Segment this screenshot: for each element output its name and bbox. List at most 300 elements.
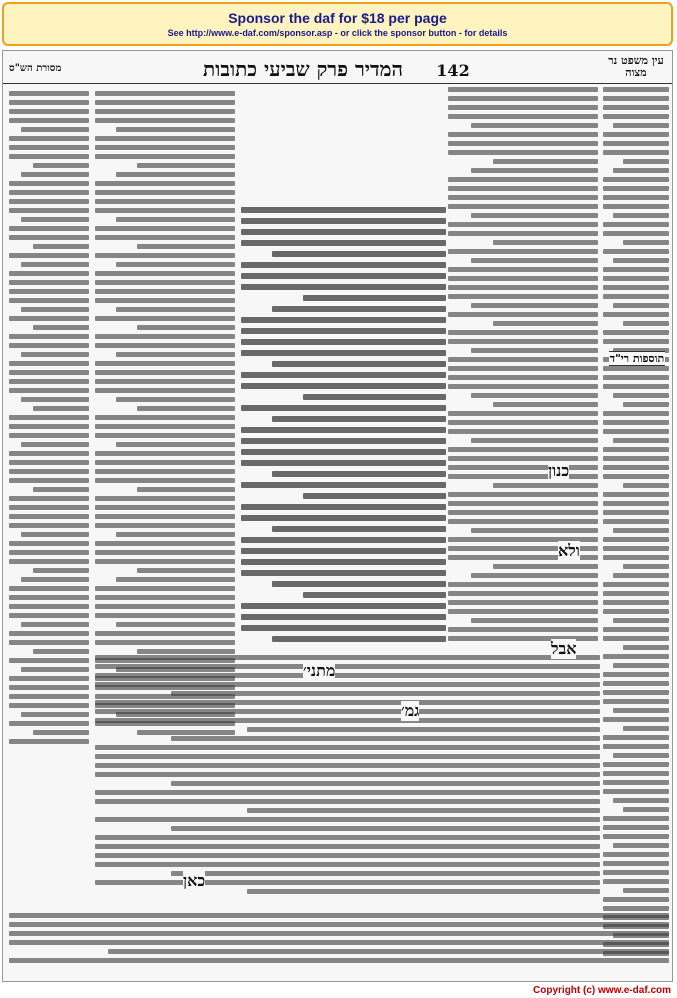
text-line (241, 559, 446, 565)
text-line (21, 577, 89, 582)
text-line (241, 218, 446, 224)
text-line (603, 492, 669, 497)
text-line (623, 564, 669, 569)
text-line (9, 370, 89, 375)
text-line (603, 780, 669, 785)
text-line (603, 294, 669, 299)
text-line (448, 96, 598, 101)
text-line (95, 655, 600, 660)
ein-mishpat-column (603, 87, 669, 967)
text-line (603, 870, 669, 875)
text-line (247, 808, 601, 813)
text-line (303, 493, 447, 499)
text-line (33, 163, 89, 168)
text-line (137, 325, 235, 330)
text-line (471, 393, 599, 398)
text-line (9, 913, 669, 918)
text-line (95, 334, 235, 339)
text-line (9, 433, 89, 438)
text-line (95, 433, 235, 438)
text-line (603, 789, 669, 794)
text-line (613, 663, 669, 668)
text-line (623, 726, 669, 731)
text-line (241, 482, 446, 488)
text-line (9, 100, 89, 105)
text-line (241, 548, 446, 554)
text-line (95, 844, 600, 849)
text-line (448, 357, 598, 362)
text-line (603, 447, 669, 452)
text-line (171, 781, 600, 786)
gemara-column (241, 207, 446, 651)
text-line (9, 694, 89, 699)
sponsor-banner[interactable] (2, 2, 673, 46)
text-line (21, 712, 89, 717)
text-line (603, 87, 669, 92)
text-line (603, 546, 669, 551)
text-line (603, 411, 669, 416)
tosafot-column (95, 91, 235, 747)
text-line (95, 631, 235, 636)
text-line (448, 249, 598, 254)
text-line (603, 897, 669, 902)
text-line (95, 199, 235, 204)
text-line (95, 541, 235, 546)
text-line (448, 420, 598, 425)
text-line (603, 825, 669, 830)
text-line (493, 564, 598, 569)
text-line (95, 700, 600, 705)
text-line (448, 411, 598, 416)
text-line (303, 295, 447, 301)
text-line (95, 586, 235, 591)
text-line (95, 91, 235, 96)
text-line (9, 91, 89, 96)
text-line (95, 271, 235, 276)
text-line (9, 559, 89, 564)
text-line (272, 581, 446, 587)
text-line (272, 416, 446, 422)
text-line (603, 204, 669, 209)
text-line (603, 339, 669, 344)
text-line (241, 603, 446, 609)
text-line (603, 114, 669, 119)
text-line (613, 843, 669, 848)
text-line (303, 592, 447, 598)
text-line (603, 681, 669, 686)
text-line (241, 229, 446, 235)
text-line (448, 267, 598, 272)
text-line (603, 384, 669, 389)
text-line (241, 207, 446, 213)
text-line (241, 504, 446, 510)
text-line (21, 352, 89, 357)
text-line (95, 709, 600, 714)
text-line (9, 460, 89, 465)
text-line (95, 604, 235, 609)
sponsor-subtitle[interactable]: See http://www.e-daf.com/sponsor.asp - or click the sponsor button - for details (167, 28, 508, 38)
text-line (603, 249, 669, 254)
text-line (33, 244, 89, 249)
text-line (448, 384, 598, 389)
text-line (95, 682, 600, 687)
text-line (95, 745, 600, 750)
text-line (21, 397, 89, 402)
heading-word-gemara: גמ׳ (401, 701, 420, 720)
text-line (613, 798, 669, 803)
text-line (603, 510, 669, 515)
text-line (603, 861, 669, 866)
text-line (448, 105, 598, 110)
text-line (116, 127, 235, 132)
text-line (603, 474, 669, 479)
text-line (613, 753, 669, 758)
text-line (603, 852, 669, 857)
text-line (9, 586, 89, 591)
text-line (471, 168, 599, 173)
text-line (448, 195, 598, 200)
text-line (272, 471, 446, 477)
header-rule (3, 83, 672, 84)
text-line (95, 343, 235, 348)
text-line (9, 199, 89, 204)
text-line (9, 316, 89, 321)
text-line (95, 253, 235, 258)
text-line (448, 141, 598, 146)
text-line (623, 888, 669, 893)
text-line (95, 289, 235, 294)
sponsor-title[interactable]: Sponsor the daf for $18 per page (228, 10, 447, 26)
text-line (95, 154, 235, 159)
text-line (95, 190, 235, 195)
text-line (21, 127, 89, 132)
text-line (603, 267, 669, 272)
text-line (116, 532, 235, 537)
header-masoret: מסורת הש"ס (9, 63, 62, 74)
text-line (471, 528, 599, 533)
text-line (9, 235, 89, 240)
tosfos-rid-label: תוספות רי"ד (609, 352, 665, 365)
text-line (241, 284, 446, 290)
text-line (603, 465, 669, 470)
text-line (9, 523, 89, 528)
text-line (95, 478, 235, 483)
text-line (471, 348, 599, 353)
text-line (603, 744, 669, 749)
text-line (116, 577, 235, 582)
text-line (603, 420, 669, 425)
text-line (9, 451, 89, 456)
text-line (603, 609, 669, 614)
text-line (603, 105, 669, 110)
text-line (21, 172, 89, 177)
text-line (603, 582, 669, 587)
text-line (241, 614, 446, 620)
text-line (448, 312, 598, 317)
text-line (9, 478, 89, 483)
text-line (95, 235, 235, 240)
text-line (9, 640, 89, 645)
text-line (448, 375, 598, 380)
text-line (623, 159, 669, 164)
text-line (623, 645, 669, 650)
text-line (272, 361, 446, 367)
text-line (448, 285, 598, 290)
text-line (241, 537, 446, 543)
text-line (448, 294, 598, 299)
text-line (603, 600, 669, 605)
text-line (95, 118, 235, 123)
text-line (95, 523, 235, 528)
text-line (603, 690, 669, 695)
text-line (241, 460, 446, 466)
text-line (471, 438, 599, 443)
text-line (9, 253, 89, 258)
text-line (95, 613, 235, 618)
text-line (603, 177, 669, 182)
text-line (241, 350, 446, 356)
text-line (603, 375, 669, 380)
text-line (95, 379, 235, 384)
text-line (95, 673, 600, 678)
text-line (95, 109, 235, 114)
text-line (448, 627, 598, 632)
text-line (241, 317, 446, 323)
text-line (9, 334, 89, 339)
text-line (448, 366, 598, 371)
text-line (448, 510, 598, 515)
text-line (137, 163, 235, 168)
text-line (493, 240, 598, 245)
text-line (9, 658, 89, 663)
text-line (33, 487, 89, 492)
text-line (603, 501, 669, 506)
text-line (241, 328, 446, 334)
text-line (603, 771, 669, 776)
text-line (95, 664, 600, 669)
text-line (9, 415, 89, 420)
text-line (95, 862, 600, 867)
text-line (448, 186, 598, 191)
text-line (9, 388, 89, 393)
text-line (9, 136, 89, 141)
text-line (241, 273, 446, 279)
text-line (623, 240, 669, 245)
text-line (603, 672, 669, 677)
text-line (471, 123, 599, 128)
text-line (95, 853, 600, 858)
text-line (448, 222, 598, 227)
text-line (9, 595, 89, 600)
text-line (613, 393, 669, 398)
heading-word-mishnah: מתני׳ (303, 661, 336, 680)
text-line (21, 307, 89, 312)
text-line (241, 262, 446, 268)
text-line (471, 618, 599, 623)
text-line (603, 654, 669, 659)
text-line (33, 568, 89, 573)
text-line (603, 231, 669, 236)
text-line (603, 834, 669, 839)
text-line (95, 361, 235, 366)
masoret-column (9, 91, 89, 751)
heading-word-velo: ולא (558, 541, 580, 560)
text-line (95, 754, 600, 759)
text-line (9, 703, 89, 708)
text-line (9, 541, 89, 546)
text-line (137, 487, 235, 492)
text-line (95, 496, 235, 501)
text-line (613, 213, 669, 218)
text-line (95, 772, 600, 777)
text-line (623, 321, 669, 326)
text-line (9, 931, 669, 936)
text-line (9, 190, 89, 195)
text-line (33, 325, 89, 330)
text-line (95, 370, 235, 375)
text-line (448, 339, 598, 344)
text-line (241, 570, 446, 576)
text-line (9, 226, 89, 231)
commentary-bottom-block (95, 655, 600, 905)
text-line (9, 604, 89, 609)
page-number: 142 (436, 61, 470, 80)
text-line (95, 145, 235, 150)
text-line (241, 372, 446, 378)
talmud-page-scan (2, 50, 673, 982)
text-line (623, 807, 669, 812)
text-line (603, 195, 669, 200)
text-line (137, 406, 235, 411)
text-line (9, 181, 89, 186)
text-line (603, 186, 669, 191)
text-line (95, 595, 235, 600)
text-line (241, 515, 446, 521)
text-line (9, 958, 669, 963)
text-line (95, 790, 600, 795)
text-line (623, 483, 669, 488)
heading-word-kan: כאן (183, 871, 206, 890)
text-line (241, 383, 446, 389)
text-line (448, 456, 598, 461)
text-line (471, 258, 599, 263)
text-line (613, 258, 669, 263)
text-line (603, 312, 669, 317)
text-line (95, 298, 235, 303)
header-ein-mishpat: עין משפט נר מצוה (608, 54, 664, 79)
text-line (9, 505, 89, 510)
text-line (603, 735, 669, 740)
text-line (137, 244, 235, 249)
text-line (603, 627, 669, 632)
text-line (95, 226, 235, 231)
text-line (303, 394, 447, 400)
text-line (603, 366, 669, 371)
text-line (171, 826, 600, 831)
text-line (9, 109, 89, 114)
text-line (493, 321, 598, 326)
text-line (613, 708, 669, 713)
text-line (116, 262, 235, 267)
text-line (95, 718, 600, 723)
page-header-title: המדיר פרק שביעי כתובות (203, 57, 403, 81)
text-line (448, 150, 598, 155)
text-line (95, 817, 600, 822)
text-line (241, 438, 446, 444)
text-line (241, 449, 446, 455)
text-line (448, 447, 598, 452)
text-line (95, 640, 235, 645)
text-line (9, 379, 89, 384)
text-line (603, 132, 669, 137)
text-line (603, 330, 669, 335)
heading-word-kegon: כנון (548, 461, 570, 480)
text-line (21, 217, 89, 222)
text-line (9, 154, 89, 159)
text-line (9, 298, 89, 303)
copyright-notice[interactable]: Copyright (c) www.e-daf.com (533, 985, 671, 996)
text-line (493, 483, 598, 488)
text-line (9, 343, 89, 348)
text-line (21, 667, 89, 672)
text-line (613, 303, 669, 308)
text-line (448, 465, 598, 470)
text-line (493, 159, 598, 164)
text-line (9, 280, 89, 285)
text-line (21, 262, 89, 267)
text-line (95, 136, 235, 141)
text-line (603, 555, 669, 560)
text-line (603, 96, 669, 101)
text-line (9, 361, 89, 366)
text-line (116, 442, 235, 447)
text-line (95, 280, 235, 285)
text-line (603, 762, 669, 767)
text-line (272, 636, 446, 642)
text-line (33, 730, 89, 735)
text-line (95, 835, 600, 840)
text-line (603, 636, 669, 641)
text-line (95, 100, 235, 105)
text-line (95, 514, 235, 519)
text-line (603, 276, 669, 281)
text-line (448, 519, 598, 524)
text-line (603, 816, 669, 821)
text-line (603, 141, 669, 146)
text-line (9, 739, 89, 744)
text-line (137, 649, 235, 654)
text-line (9, 469, 89, 474)
text-line (241, 240, 446, 246)
text-line (448, 132, 598, 137)
text-line (272, 526, 446, 532)
text-line (448, 330, 598, 335)
text-line (448, 231, 598, 236)
text-line (471, 213, 599, 218)
text-line (95, 880, 600, 885)
text-line (247, 727, 601, 732)
text-line (95, 388, 235, 393)
text-line (603, 519, 669, 524)
text-line (116, 172, 235, 177)
text-line (95, 469, 235, 474)
text-line (9, 922, 669, 927)
heading-word-aval: אבל (551, 639, 577, 658)
text-line (603, 429, 669, 434)
text-line (613, 168, 669, 173)
text-line (603, 906, 669, 911)
text-line (9, 550, 89, 555)
